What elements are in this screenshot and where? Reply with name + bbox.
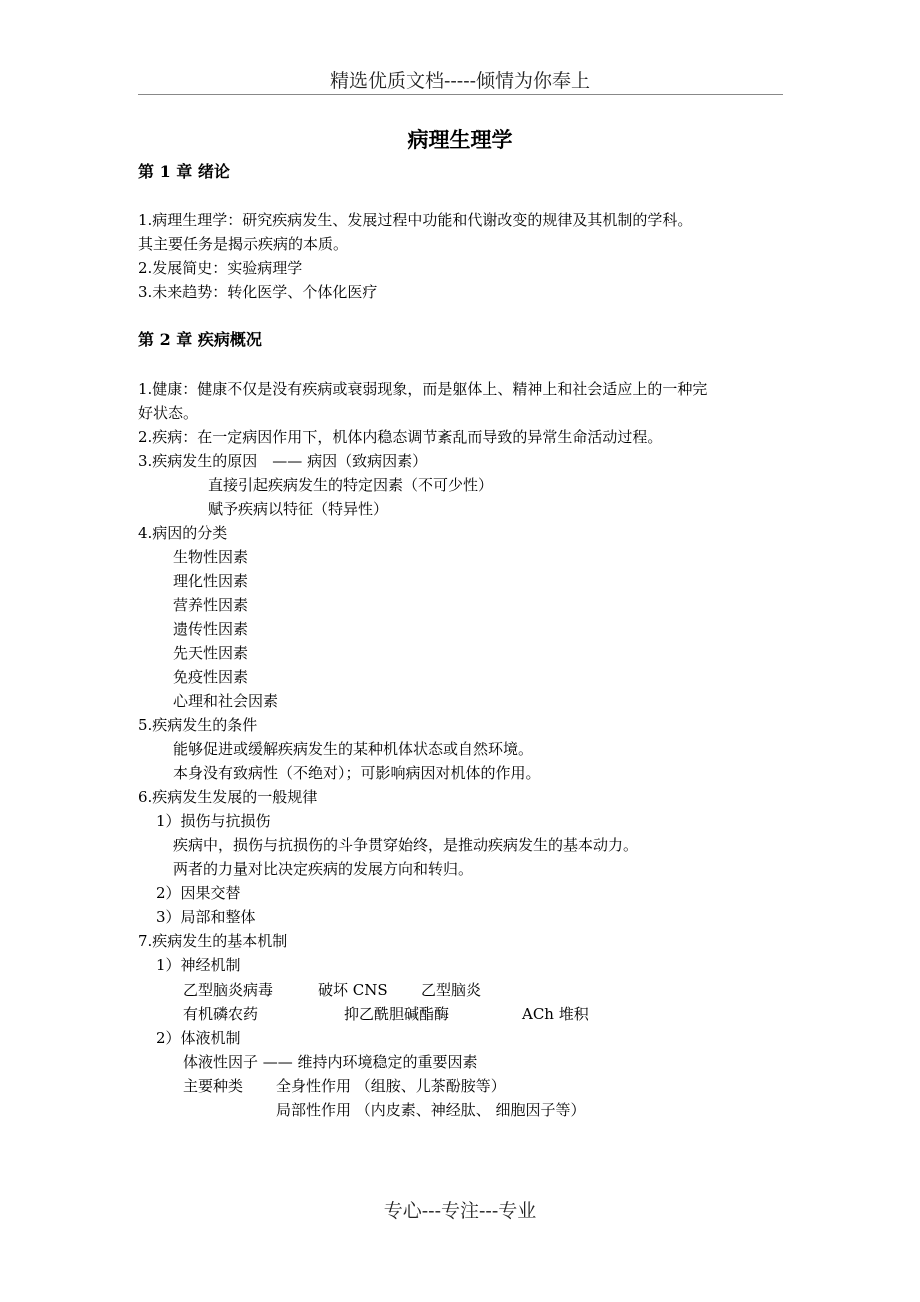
cause-item: 直接引起疾病发生的特定因素（不可少性）: [208, 476, 494, 494]
chapter1-line: 1.病理生理学：研究疾病发生、发展过程中功能和代谢改变的规律及其机制的学科。: [138, 211, 693, 229]
class-item: 免疫性因素: [173, 668, 249, 686]
chapter1-heading: 第 1 章 绪论: [138, 162, 230, 181]
condition-item: 能够促进或缓解疾病发生的某种机体状态或自然环境。: [173, 740, 534, 758]
mechanism-title: 7.疾病发生的基本机制: [138, 932, 288, 950]
header-rule: [138, 94, 783, 95]
class-item: 先天性因素: [173, 644, 249, 662]
class-item: 心理和社会因素: [173, 692, 279, 710]
chapter1-line: 2.发展简史：实验病理学: [138, 259, 303, 277]
condition-item: 本身没有致病性（不绝对）；可影响病因对机体的作用。: [173, 764, 541, 782]
law-detail: 两者的力量对比决定疾病的发展方向和转归。: [173, 860, 474, 878]
law-detail: 疾病中，损伤与抗损伤的斗争贯穿始终，是推动疾病发生的基本动力。: [173, 836, 639, 854]
neural-example-cause: 有机磷农药: [183, 1005, 259, 1023]
humoral-type: 局部性作用 （内皮素、神经肽、 细胞因子等）: [276, 1101, 586, 1119]
law-title: 6.疾病发生发展的一般规律: [138, 788, 318, 806]
class-item: 生物性因素: [173, 548, 249, 566]
page-footer: 专心---专注---专业: [383, 1200, 537, 1222]
law-item: 3）局部和整体: [156, 908, 256, 926]
chapter1-line: 3.未来趋势：转化医学、个体化医疗: [138, 283, 378, 301]
neural-example-result: ACh 堆积: [522, 1005, 589, 1023]
cause-title: 3.疾病发生的原因 —— 病因（致病因素）: [138, 452, 428, 470]
class-item: 理化性因素: [173, 572, 249, 590]
health-definition-cont: 好状态。: [138, 404, 199, 422]
humoral-factor-line: 体液性因子 —— 维持内环境稳定的重要因素: [183, 1053, 478, 1071]
neural-example-cause: 乙型脑炎病毒: [183, 981, 274, 999]
document-title: 病理生理学: [407, 127, 513, 152]
disease-definition: 2.疾病：在一定病因作用下，机体内稳态调节紊乱而导致的异常生命活动过程。: [138, 428, 663, 446]
health-definition: 1.健康：健康不仅是没有疾病或衰弱现象，而是躯体上、精神上和社会适应上的一种完: [138, 380, 708, 398]
humoral-type: 全身性作用 （组胺、儿茶酚胺等）: [276, 1077, 506, 1095]
humoral-types-label: 主要种类: [183, 1077, 244, 1095]
classification-title: 4.病因的分类: [138, 524, 228, 542]
cause-item: 赋予疾病以特征（特异性）: [208, 500, 389, 518]
page-header: 精选优质文档-----倾情为你奉上: [329, 70, 591, 92]
mechanism-item: 2）体液机制: [156, 1029, 241, 1047]
law-item: 1）损伤与抗损伤: [156, 812, 271, 830]
chapter1-line: 其主要任务是揭示疾病的本质。: [138, 235, 349, 253]
class-item: 营养性因素: [173, 596, 249, 614]
neural-example-action: 抑乙酰胆碱酯酶: [344, 1005, 450, 1023]
class-item: 遗传性因素: [173, 620, 249, 638]
law-item: 2）因果交替: [156, 884, 241, 902]
neural-example-result: 乙型脑炎: [421, 981, 482, 999]
chapter2-heading: 第 2 章 疾病概况: [138, 330, 262, 349]
condition-title: 5.疾病发生的条件: [138, 716, 258, 734]
neural-example-action: 破坏 CNS: [318, 981, 388, 999]
mechanism-item: 1）神经机制: [156, 956, 241, 974]
